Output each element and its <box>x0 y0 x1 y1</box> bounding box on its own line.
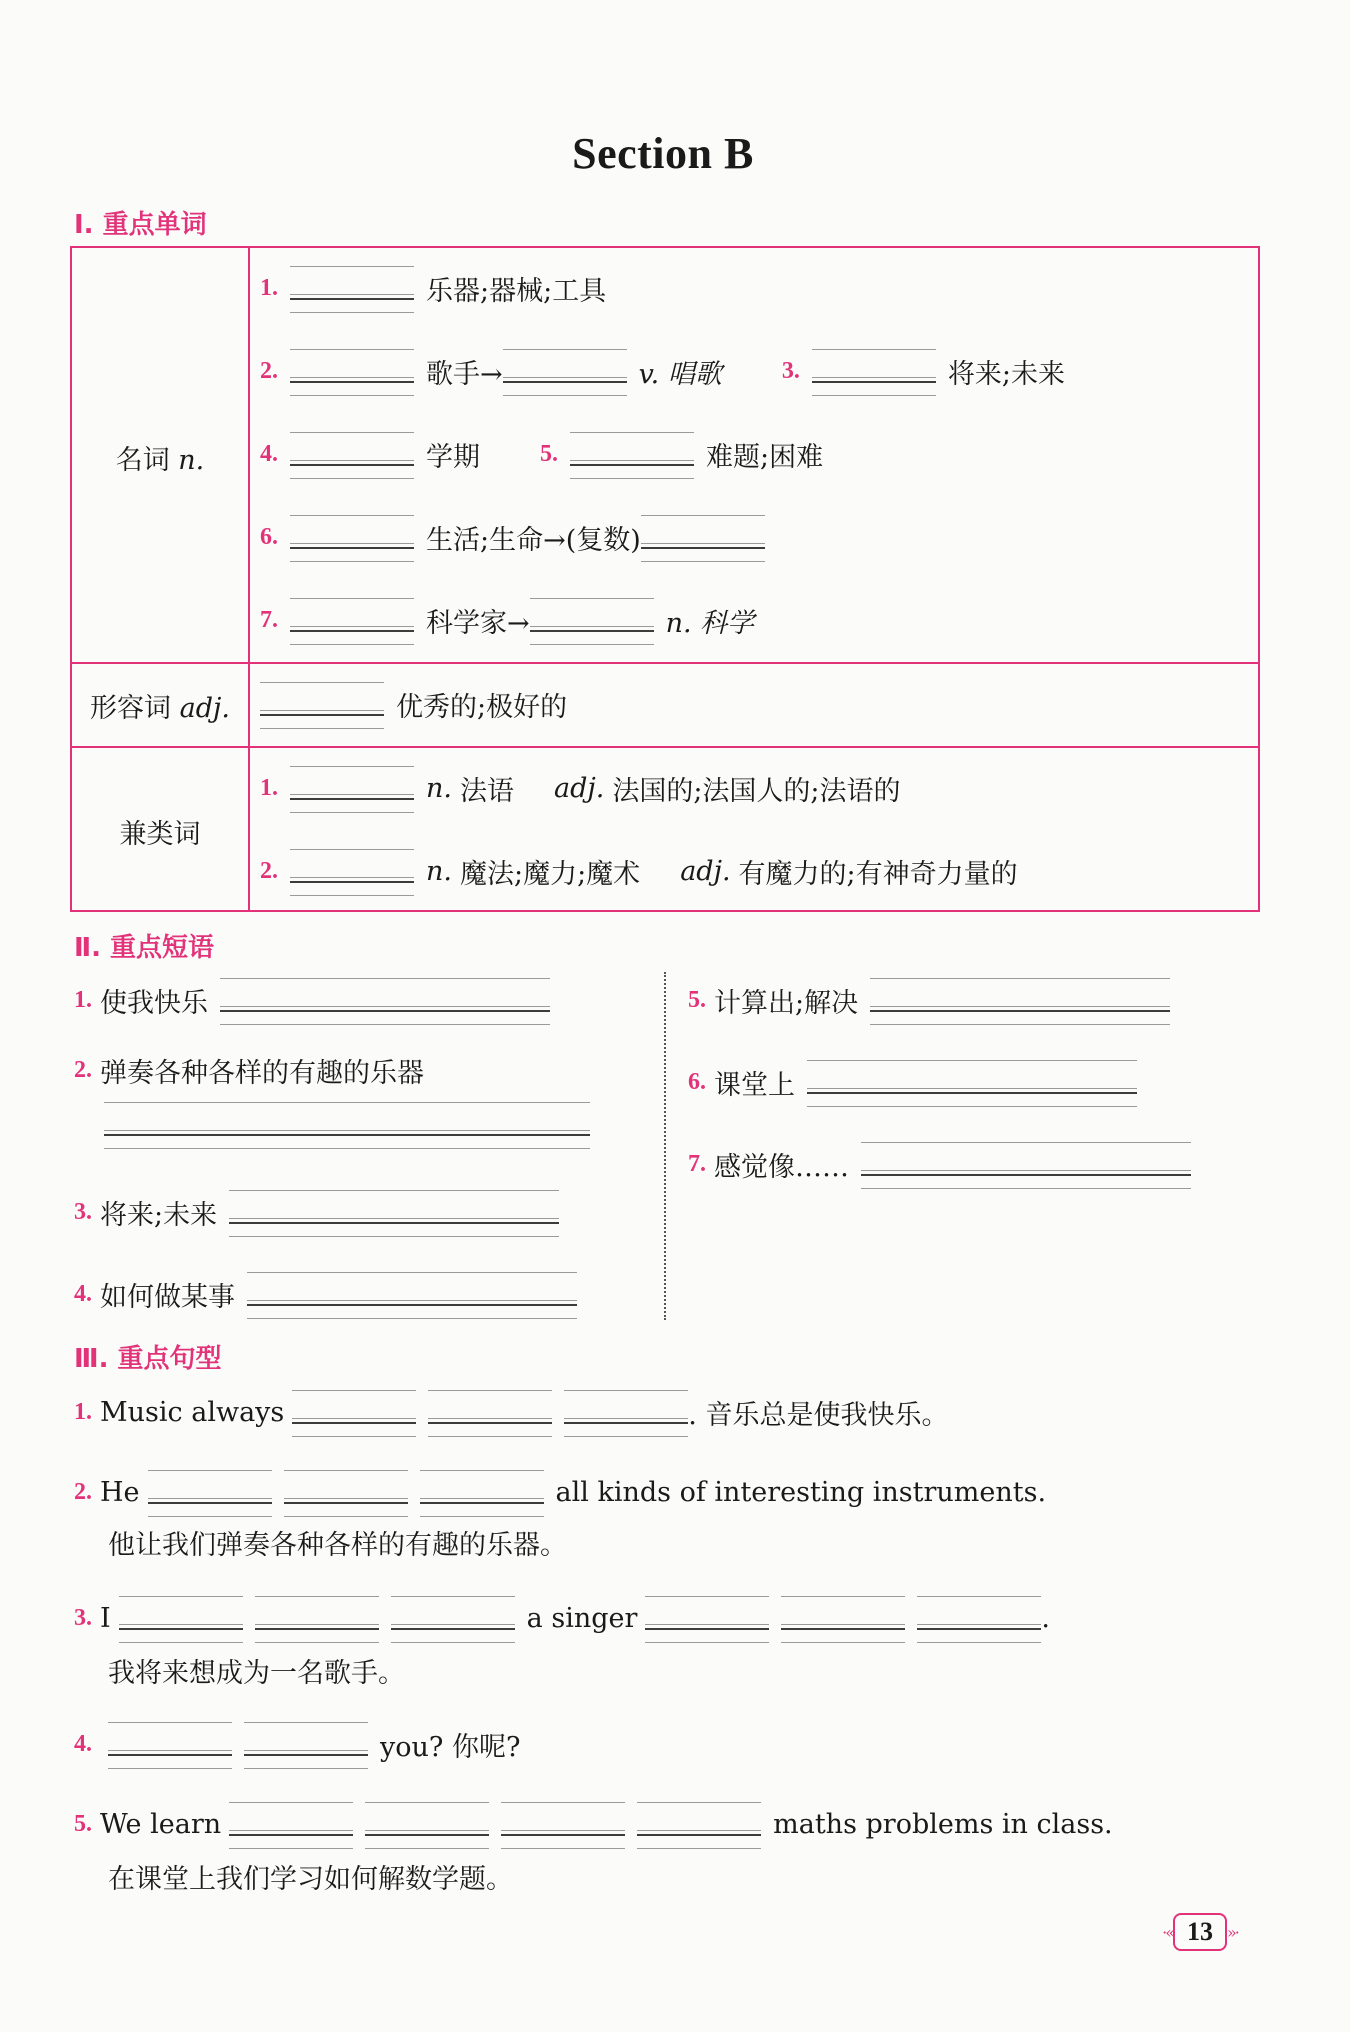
section-heading-sentences: Ⅲ. 重点句型 <box>74 1344 222 1374</box>
answer-blank[interactable] <box>781 1590 905 1646</box>
vocab-row-7: 7. 科学家→ n. 科学 <box>260 592 754 648</box>
decorative-chevrons: ·« <box>1162 1922 1173 1942</box>
answer-blank[interactable] <box>284 1464 408 1520</box>
vocab-row-adj: 优秀的;极好的 <box>260 676 567 732</box>
answer-blank[interactable] <box>917 1590 1041 1646</box>
column-divider <box>664 972 666 1320</box>
answer-blank[interactable] <box>260 676 384 732</box>
answer-blank[interactable] <box>244 1716 368 1772</box>
answer-blank[interactable] <box>290 426 414 482</box>
page-number-badge <box>1136 1912 1264 1952</box>
answer-blank[interactable] <box>641 509 765 565</box>
table-divider <box>72 746 1258 748</box>
answer-blank[interactable] <box>570 426 694 482</box>
sentence-2: 2. He all kinds of interesting instruments. <box>74 1464 1046 1520</box>
answer-blank[interactable] <box>501 1796 625 1852</box>
category-multi: 兼类词 <box>119 819 201 850</box>
answer-blank[interactable] <box>812 343 936 399</box>
answer-blank[interactable] <box>119 1590 243 1646</box>
sentence-3: 3. I a singer . <box>74 1590 1050 1646</box>
answer-blank[interactable] <box>564 1384 688 1440</box>
answer-blank[interactable] <box>530 592 654 648</box>
phrase-5: 5. 计算出;解决 <box>688 972 1170 1028</box>
answer-blank[interactable] <box>861 1136 1191 1192</box>
phrase-1: 1. 使我快乐 <box>74 972 550 1028</box>
answer-blank[interactable] <box>290 760 414 816</box>
section-heading-vocabulary: Ⅰ. 重点单词 <box>74 210 207 240</box>
phrase-4: 4. 如何做某事 <box>74 1266 577 1322</box>
page-title: Section B <box>572 129 754 178</box>
answer-blank[interactable] <box>503 343 627 399</box>
vocab-row-multi-2: 2. n. 魔法;魔力;魔术 adj. 有魔力的;有神奇力量的 <box>260 843 1018 899</box>
table-divider <box>248 248 250 910</box>
vocab-row-6: 6. 生活;生命→(复数) <box>260 509 765 565</box>
answer-blank[interactable] <box>290 843 414 899</box>
phrase-2-answer <box>104 1096 590 1152</box>
table-divider <box>72 662 1258 664</box>
answer-blank[interactable] <box>290 509 414 565</box>
phrase-2: 2. 弹奏各种各样的有趣的乐器 <box>74 1056 424 1089</box>
answer-blank[interactable] <box>292 1384 416 1440</box>
page-number: 13 <box>1173 1913 1227 1951</box>
answer-blank[interactable] <box>870 972 1170 1028</box>
answer-blank[interactable] <box>807 1054 1137 1110</box>
sentence-5-translation: 在课堂上我们学习如何解数学题。 <box>108 1863 513 1895</box>
phrase-6: 6. 课堂上 <box>688 1054 1137 1110</box>
sentence-2-translation: 他让我们弹奏各种各样的有趣的乐器。 <box>108 1529 567 1561</box>
answer-blank[interactable] <box>391 1590 515 1646</box>
vocab-row-multi-1: 1. n. 法语 adj. 法国的;法国人的;法语的 <box>260 760 901 816</box>
answer-blank[interactable] <box>229 1184 559 1240</box>
sentence-3-translation: 我将来想成为一名歌手。 <box>108 1657 405 1689</box>
answer-blank[interactable] <box>428 1384 552 1440</box>
answer-blank[interactable] <box>108 1716 232 1772</box>
answer-blank[interactable] <box>365 1796 489 1852</box>
sentence-5: 5. We learn maths problems in class. <box>74 1796 1113 1852</box>
sentence-4: 4. you? 你呢? <box>74 1716 520 1772</box>
answer-blank[interactable] <box>104 1096 590 1152</box>
vocab-row-4: 4. 学期 5. 难题;困难 <box>260 426 823 482</box>
decorative-chevrons: »· <box>1227 1922 1238 1942</box>
category-adjective: 形容词 adj. <box>90 693 230 724</box>
section-heading-phrases: Ⅱ. 重点短语 <box>74 933 215 963</box>
answer-blank[interactable] <box>290 343 414 399</box>
vocab-row-2: 2. 歌手→ v. 唱歌 3. 将来;未来 <box>260 343 1065 399</box>
answer-blank[interactable] <box>645 1590 769 1646</box>
phrase-3: 3. 将来;未来 <box>74 1184 559 1240</box>
answer-blank[interactable] <box>255 1590 379 1646</box>
vocabulary-table <box>70 246 1260 912</box>
answer-blank[interactable] <box>220 972 550 1028</box>
phrase-7: 7. 感觉像…… <box>688 1136 1191 1192</box>
answer-blank[interactable] <box>637 1796 761 1852</box>
answer-blank[interactable] <box>229 1796 353 1852</box>
answer-blank[interactable] <box>247 1266 577 1322</box>
category-noun: 名词 n. <box>115 445 205 476</box>
answer-blank[interactable] <box>420 1464 544 1520</box>
sentence-1: 1. Music always . 音乐总是使我快乐。 <box>74 1384 948 1440</box>
answer-blank[interactable] <box>290 592 414 648</box>
vocab-row-1: 1. 乐器;器械;工具 <box>260 260 606 316</box>
answer-blank[interactable] <box>148 1464 272 1520</box>
answer-blank[interactable] <box>290 260 414 316</box>
